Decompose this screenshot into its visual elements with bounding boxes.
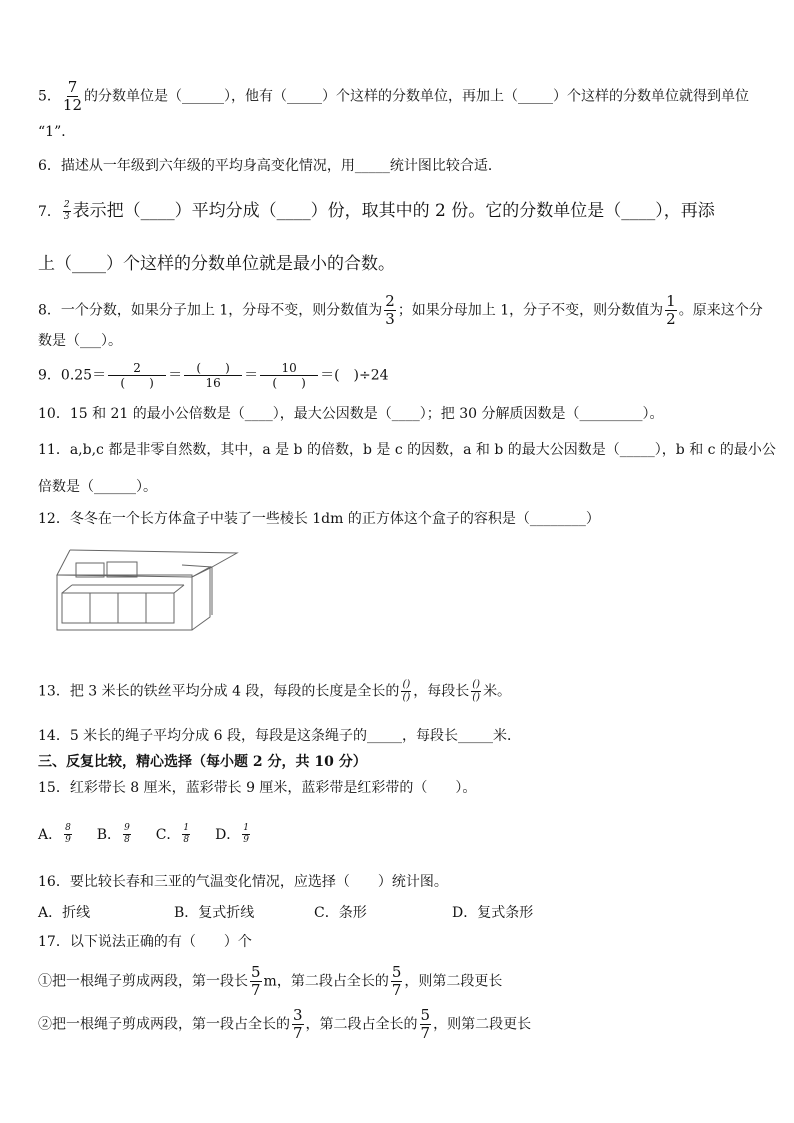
question-11: 11．a,b,c 都是非零自然数，其中，a 是 b 的倍数，b 是 c 的因数，a 和 b 的最大公因数是（_____），b 和 c 的最小公 xyxy=(38,442,776,458)
question-8: 8．一个分数，如果分子加上 1，分母不变，则分数值为 $\frac{2}{3}$ ；如果分母加上 1，分子不变，则分数值为 $\frac{1}{2}$ 。原来这个分 xyxy=(38,292,763,328)
fraction: $\frac{2}{( )}$ xyxy=(108,362,166,389)
question-14: 14．5 米长的绳子平均分成 6 段，每段是这条绳子的_____，每段长_____米． xyxy=(38,728,521,744)
fraction: $\frac{7}{12}$ xyxy=(62,78,83,114)
option-c[interactable]: C． $\frac{1}{8}$ xyxy=(155,823,190,845)
fraction: $\frac{5}{7}$ xyxy=(251,963,261,999)
question-10: 10．15 和 21 的最小公倍数是（____），最大公因数是（____）；把 30 分解质因数是（_________）。 xyxy=(38,406,664,422)
fraction: $\frac{9}{8}$ xyxy=(124,823,130,845)
fraction: $\frac{2}{3}$ xyxy=(63,200,70,222)
statement-2: ②把一根绳子剪成两段，第一段占全长的 $\frac{3}{7}$ ，第二段占全长的 $\frac{5}{7}$ ，则第二段更长 xyxy=(38,1006,532,1042)
blank-fraction: $\frac{()}{()}$ xyxy=(402,679,411,703)
question-13: 13．把 3 米长的铁丝平均分成 4 段，每段的长度是全长的 $\frac{()}{()}$ ，每段长 $\frac{()}{()}$ 米。 xyxy=(38,679,512,703)
question-16: 16．要比较长春和三亚的气温变化情况，应选择（ ）统计图。 xyxy=(38,874,448,890)
statement-1: ①把一根绳子剪成两段，第一段长 $\frac{5}{7}$ m，第二段占全长的 $\frac{5}{7}$ ，则第二段更长 xyxy=(38,963,503,999)
question-9: 9．0.25＝ $\frac{2}{( )}$ ＝ $\frac{( )}{16}$ ＝ $\frac{10}{( )}$ ＝( )÷24 xyxy=(38,361,389,390)
question-17: 17．以下说法正确的有（ ）个 xyxy=(38,934,252,950)
fraction: $\frac{10}{( )}$ xyxy=(260,362,318,389)
section-heading: 三、反复比较，精心选择（每小题 2 分，共 10 分） xyxy=(38,754,367,770)
question-15: 15．红彩带长 8 厘米，蓝彩带长 9 厘米，蓝彩带是红彩带的（ ）。 xyxy=(38,780,477,796)
option-b[interactable]: B． $\frac{9}{8}$ xyxy=(96,823,130,845)
question-12: 12．冬冬在一个长方体盒子中装了一些棱长 1dm 的正方体这个盒子的容积是（________） xyxy=(38,511,600,527)
fraction: $\frac{1}{8}$ xyxy=(183,823,190,845)
question-11-cont: 倍数是（______）。 xyxy=(38,479,157,495)
option-a[interactable]: A． $\frac{8}{9}$ xyxy=(38,823,71,845)
question-5 xyxy=(38,80,749,113)
blank-fraction: $\frac{()}{()}$ xyxy=(472,679,481,703)
fraction: $\frac{1}{9}$ xyxy=(243,823,250,845)
question-8-cont: 数是（___）。 xyxy=(38,333,122,349)
box-illustration xyxy=(52,545,242,635)
fraction: $\frac{5}{7}$ xyxy=(420,1006,431,1042)
question-6: 6．描述从一年级到六年级的平均身高变化情况，用_____统计图比较合适． xyxy=(38,158,502,174)
question-text: 表示把（____）平均分成（____）份，取其中的 2 份。它的分数单位是（____），再添 xyxy=(72,201,715,221)
question-number: 5． xyxy=(38,88,61,105)
fraction: $\frac{( )}{16}$ xyxy=(184,362,242,389)
fraction: $\frac{2}{3}$ xyxy=(385,292,395,328)
fraction: $\frac{5}{7}$ xyxy=(391,963,402,999)
option-a[interactable]: A．折线 xyxy=(38,905,91,921)
question-7-cont: 上（____）个这样的分数单位就是最小的合数。 xyxy=(38,254,395,274)
question-text: 的分数单位是（______），他有（_____）个这样的分数单位，再加上（_____）个这样的分数单位就得到单位 xyxy=(84,88,750,105)
option-c[interactable]: C．条形 xyxy=(314,905,367,921)
fraction: $\frac{8}{9}$ xyxy=(65,823,71,845)
question-7: 7． $\frac{2}{3}$ 表示把（____）平均分成（____）份，取其中的 2 份。它的分数单位是（____），再添 xyxy=(38,200,715,222)
option-d[interactable]: D．复式条形 xyxy=(452,905,534,921)
option-d[interactable]: D． $\frac{1}{9}$ xyxy=(215,823,250,845)
fraction: $\frac{3}{7}$ xyxy=(293,1006,303,1042)
option-b[interactable]: B．复式折线 xyxy=(174,905,255,921)
fraction: $\frac{1}{2}$ xyxy=(666,292,676,328)
question-15-options xyxy=(38,824,252,845)
question-5-cont: “1”． xyxy=(38,124,76,140)
